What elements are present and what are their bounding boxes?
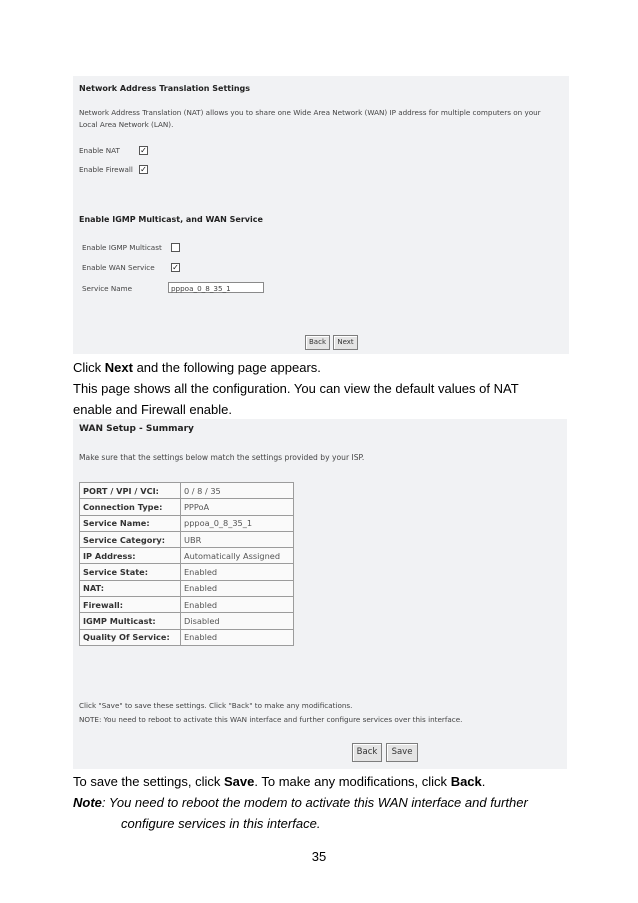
nat-settings-title: Network Address Translation Settings — [79, 84, 251, 93]
table-row — [80, 597, 294, 613]
summary-key-cell: Service Category: — [80, 531, 181, 547]
summary-key-cell: PORT / VPI / VCI: — [80, 483, 181, 499]
table-row — [80, 613, 294, 629]
summary-key-cell: IGMP Multicast: — [80, 613, 181, 629]
summary-key-cell: Quality Of Service: — [80, 629, 181, 645]
enable-firewall-label: Enable Firewall — [79, 165, 133, 174]
summary-back-button[interactable]: Back — [352, 743, 382, 762]
enable-wan-service-checkbox[interactable]: ✓ — [172, 263, 179, 272]
table-row — [80, 483, 294, 499]
table-row — [80, 499, 294, 515]
back-emphasis: Back — [450, 774, 482, 789]
summary-value-cell: UBR — [181, 531, 294, 547]
service-name-input[interactable]: pppoa_0_8_35_1 — [168, 282, 264, 293]
summary-value-cell: Enabled — [181, 597, 294, 613]
enable-firewall-checkbox[interactable]: ✓ — [140, 165, 147, 174]
wan-summary-table — [79, 482, 294, 646]
config-paragraph-line2: enable and Firewall enable. — [73, 402, 232, 417]
summary-value-cell: Enabled — [181, 580, 294, 596]
enable-igmp-label: Enable IGMP Multicast — [82, 243, 162, 252]
summary-key-cell: Service State: — [80, 564, 181, 580]
table-row — [80, 564, 294, 580]
back-button[interactable]: Back — [305, 335, 330, 350]
summary-value-cell: Enabled — [181, 564, 294, 580]
summary-key-cell: NAT: — [80, 580, 181, 596]
summary-key-cell: IP Address: — [80, 548, 181, 564]
nat-description-line1: Network Address Translation (NAT) allows you to share one Wide Area Network (WAN) IP address for multiple computers on your — [79, 108, 541, 117]
wan-summary-footer-line2: NOTE: You need to reboot to activate this WAN interface and further configure services over this interface. — [79, 715, 463, 724]
wan-summary-footer-line1: Click "Save" to save these settings. Click "Back" to make any modifications. — [79, 701, 353, 710]
summary-value-cell: PPPoA — [181, 499, 294, 515]
summary-value-cell: Automatically Assigned — [181, 548, 294, 564]
summary-value-cell: Enabled — [181, 629, 294, 645]
wan-summary-title: WAN Setup - Summary — [79, 424, 194, 434]
summary-save-button[interactable]: Save — [386, 743, 418, 762]
table-row — [80, 548, 294, 564]
table-row — [80, 580, 294, 596]
nat-settings-screenshot — [73, 76, 569, 354]
config-paragraph-line1: This page shows all the configuration. You can view the default values of NAT — [73, 381, 519, 396]
enable-igmp-checkbox[interactable] — [171, 243, 180, 252]
table-row — [80, 629, 294, 645]
enable-nat-label: Enable NAT — [79, 146, 120, 155]
service-name-label: Service Name — [82, 284, 133, 293]
summary-key-cell: Connection Type: — [80, 499, 181, 515]
summary-key-cell: Firewall: — [80, 597, 181, 613]
enable-nat-checkbox[interactable]: ✓ — [140, 146, 147, 155]
igmp-wan-section-title: Enable IGMP Multicast, and WAN Service — [79, 215, 263, 224]
enable-wan-service-label: Enable WAN Service — [82, 263, 155, 272]
page-number: 35 — [311, 849, 327, 864]
nat-description-line2: Local Area Network (LAN). — [79, 120, 174, 129]
summary-value-cell: 0 / 8 / 35 — [181, 483, 294, 499]
click-next-paragraph: Click Next and the following page appears. — [73, 360, 321, 375]
next-button[interactable]: Next — [333, 335, 358, 350]
summary-value-cell: pppoa_0_8_35_1 — [181, 515, 294, 531]
note-label: Note — [73, 795, 102, 810]
table-row — [80, 515, 294, 531]
save-emphasis: Save — [224, 774, 255, 789]
save-instructions-paragraph: To save the settings, click Save. To make any modifications, click Back. — [73, 774, 486, 789]
next-emphasis: Next — [104, 360, 133, 375]
note-paragraph-line2: configure services in this interface. — [121, 816, 321, 831]
summary-key-cell: Service Name: — [80, 515, 181, 531]
summary-value-cell: Disabled — [181, 613, 294, 629]
wan-summary-intro: Make sure that the settings below match the settings provided by your ISP. — [79, 453, 365, 462]
note-paragraph-line1: Note: You need to reboot the modem to activate this WAN interface and further — [73, 795, 528, 810]
table-row — [80, 531, 294, 547]
wan-summary-screenshot — [73, 419, 567, 769]
